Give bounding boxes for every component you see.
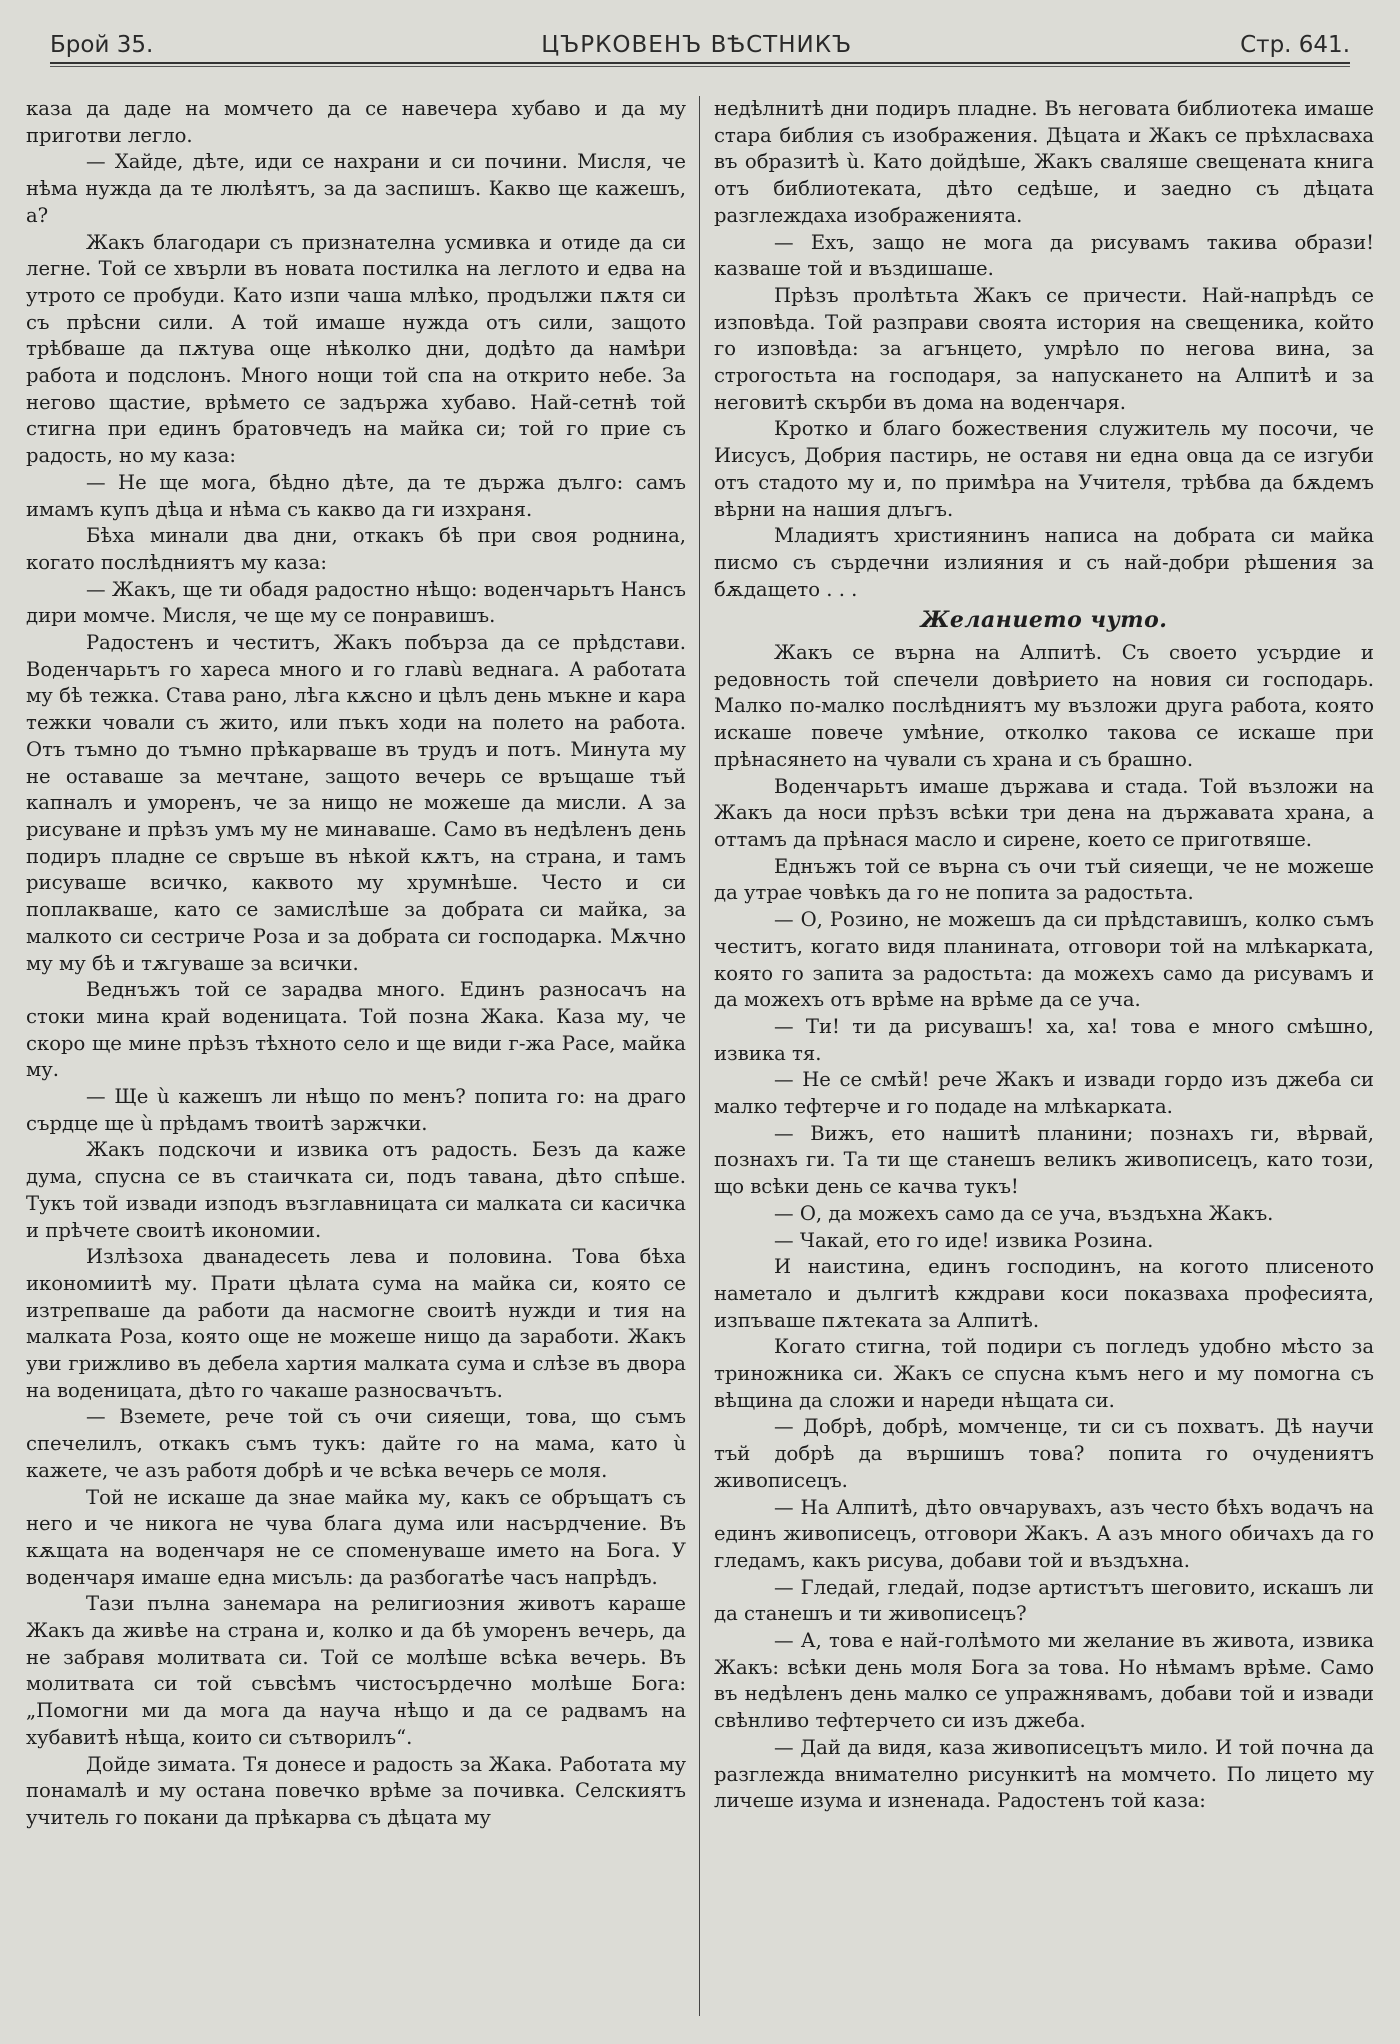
paragraph: — На Алпитѣ, дѣто овчарувахъ, азъ често бѣхъ водачъ на единъ живописецъ, отговори Жакъ. А азъ много обичахъ да го гледамъ, какъ рисува, добави той и въздъхна. bbox=[714, 1495, 1374, 1572]
paragraph: — Гледай, гледай, подзе артистътъ шеговито, искашъ ли да станешъ и ти живописецъ? bbox=[714, 1575, 1374, 1626]
paragraph: Жакъ подскочи и извика отъ радость. Безъ да каже дума, спусна се въ стаичката си, подъ тавана, дѣто спѣше. Тукъ той извади изподъ възглавницата си малката си касичка и прѣчете своитѣ икономии. bbox=[26, 1138, 686, 1242]
paragraph: — О, Розино, не можешъ да си прѣдставишъ, колко съмъ честитъ, когато видя планината, отговори той на млѣкарката, която го запита за радостьта: да можехъ само да рисувамъ и да можехъ отъ врѣме на врѣме да се уча. bbox=[714, 908, 1374, 1012]
paragraph: Излѣзоха дванадесеть лева и половина. Това бѣха икономиитѣ му. Прати цѣлата сума на майка си, която се изтрепваше да работи да насмогне своитѣ нужди и тия на малката Роза, която още не можеше нищо да заработи. Жакъ уви грижливо въ дебела хартия малката сума и слѣзе въ двора на воденицата, дѣто го чакаше разносвачътъ. bbox=[26, 1245, 686, 1402]
left-column bbox=[26, 96, 686, 1832]
paragraph: И наистина, единъ господинъ, на когото плисеното наметало и дългитѣ кждрави коси показваха професията, изпъваше пѫтеката за Алпитѣ. bbox=[714, 1255, 1374, 1332]
paragraph: Жакъ се върна на Алпитѣ. Съ своето усърдие и редовность той спечели довѣрието на новия си господарь. Малко по-малко послѣдниятъ му възложи друга работа, която искаше повече умѣние, отколко такова се искаше при прѣнасянето на чували съ храна и съ брашно. bbox=[714, 641, 1374, 771]
paragraph: — Чакай, ето го иде! извика Розина. bbox=[774, 1228, 1154, 1252]
paragraph: Когато стигна, той подири съ погледъ удобно мѣсто за триножника си. Жакъ се спусна къмъ него и му помогна съ вѣщина да сложи и нареди нѣщата си. bbox=[714, 1335, 1374, 1412]
paragraph: — Хайде, дѣте, иди се нахрани и си почини. Мисля, че нѣма нужда да те люлѣятъ, за да заспишъ. Какво ще кажешъ, а? bbox=[26, 150, 686, 227]
paragraph: Воденчарьтъ имаше държава и стада. Той възложи на Жакъ да носи прѣзъ всѣки три дена на държавата храна, а оттамъ да прѣнася масло и сирене, което се приготвяше. bbox=[714, 774, 1374, 851]
paragraph: — Дай да видя, каза живописецътъ мило. И той почна да разглежда внимателно рисункитѣ на момчето. По лицето му личеше изума и изненада. Радостенъ той каза: bbox=[714, 1735, 1374, 1813]
paragraph: — Вземете, рече той съ очи сияещи, това, що съмъ спечелилъ, откакъ съмъ тукъ: дайте го на мама, като ù кажете, че азъ работя добрѣ и че всѣка вечерь се моля. bbox=[26, 1405, 686, 1482]
issue-number: Брой 35. bbox=[50, 32, 154, 58]
paragraph: Прѣзъ пролѣтьта Жакъ се причести. Най-напрѣдъ се изповѣда. Той разправи своята история на свещеника, който го изповѣда: за агънцето, умрѣло по негова вина, за строгостьта на господаря, за напускането на Алпитѣ и за неговитѣ скърби въ дома на воденчаря. bbox=[714, 283, 1374, 414]
paragraph: — Ще ù кажешъ ли нѣщо по менъ? попита го: на драго сърдце ще ù прѣдамъ твоитѣ заржчки. bbox=[26, 1085, 686, 1135]
right-column-top bbox=[714, 96, 1374, 603]
paragraph: — Жакъ, ще ти обадя радостно нѣщо: воденчарьтъ Нансъ дири момче. Мисля, че ще му се понравишъ. bbox=[26, 577, 686, 628]
section-title: Желанието чуто. bbox=[920, 607, 1168, 634]
paragraph: Тази пълна занемара на религиозния животъ караше Жакъ да живѣе на страна и, колко и да бѣ уморенъ вечерь, да не забравя молитвата си. Той се молѣше всѣка вечерь. Въ молитвата си той съвсѣмъ чистосърдечно молѣше Бога: „Помогни ми да мога да науча нѣщо и да се радвамъ на хубавитѣ нѣща, които си сътворилъ“. bbox=[26, 1592, 686, 1749]
paragraph: Еднъжъ той се върна съ очи тъй сияещи, че не можеше да утрае човѣкъ да го не попита за радостьта. bbox=[714, 854, 1374, 905]
paragraph: — Добрѣ, добрѣ, момченце, ти си съ похватъ. Дѣ научи тъй добрѣ да вършишъ това? попита го очудениятъ живописецъ. bbox=[714, 1415, 1374, 1492]
paragraph: Бѣха минали два дни, откакъ бѣ при своя роднина, когато послѣдниятъ му каза: bbox=[26, 524, 686, 574]
paragraph: — Не се смѣй! рече Жакъ и извади гордо изъ джеба си малко тефтерче и го подаде на млѣкарката. bbox=[714, 1068, 1374, 1119]
paragraph: — Ехъ, защо не мога да рисувамъ такива образи! казваше той и въздишаше. bbox=[714, 230, 1374, 281]
paragraph: недѣлнитѣ дни подиръ пладне. Въ неговата библиотека имаше стара библия съ изображения. Дѣцата и Жакъ се прѣхласваха въ образитѣ ù. Като дойдѣше, Жакъ сваляше свещената книга отъ библиотеката, дѣто седѣше, и заедно съ дѣцата разглеждаха изображенията. bbox=[714, 97, 1374, 227]
paragraph: — Вижъ, ето нашитѣ планини; познахъ ги, вѣрвай, познахъ ги. Та ти ще станешъ великъ живописецъ, като този, що всѣки день се качва тукъ! bbox=[714, 1121, 1374, 1199]
right-column-bottom bbox=[714, 640, 1374, 1815]
paragraph: — Не ще мога, бѣдно дѣте, да те държа дълго: самъ имамъ купъ дѣца и нѣма съ какво да ги изхраня. bbox=[26, 470, 686, 521]
newspaper-title: ЦЪРКОВЕНЪ ВѢСТНИКЪ bbox=[541, 32, 853, 58]
paragraph: Дойде зимата. Тя донесе и радость за Жака. Работата му понамалѣ и му остана повечко врѣме за почивка. Селскиятъ учитель го покани да прѣкарва съ дѣцата му bbox=[26, 1752, 686, 1829]
paragraph: Радостенъ и честитъ, Жакъ побърза да се прѣдстави. Воденчарьтъ го хареса много и го главù веднага. А работата му бѣ тежка. Става рано, лѣга кѫсно и цѣлъ день мъкне и кара тежки човали съ жито, или пъкъ ходи на полето на работа. Отъ тъмно до тъмно прѣкарваше въ трудъ и потъ. Минута му не оставаше за мечтане, защото вечерь се връщаше тъй капналъ и уморенъ, че за нищо не можеше да мисли. А за рисуване и прѣзъ умъ му не минаваше. Само въ недѣленъ день подиръ пладне се свръше въ нѣкой кѫтъ, на страна, и тамъ рисуваше всичко, каквото му хрумнѣше. Често и си поплакваше, като се замислѣше за добрата си майка, за малкото си сестриче Роза и за добрата си господарка. Мѫчно му му бѣ и тѫгуваше за всички. bbox=[26, 631, 686, 975]
column-divider bbox=[699, 96, 700, 2016]
paragraph: Той не искаше да знае майка му, какъ се обръщатъ съ него и че никога не чува блага дума или насърдчение. Въ кѫщата на воденчаря не се споменуваше името на Бога. У воденчаря имаше една мисъль: да разбогатѣе часъ напрѣдъ. bbox=[26, 1485, 686, 1589]
paragraph: Жакъ благодари съ признателна усмивка и отиде да си легне. Той се хвърли въ новата постилка на леглото и едва на утрото се пробуди. Като изпи чаша млѣко, продължи пѫтя си съ прѣсни сили. А той имаше нужда отъ сили, защото трѣбваше да пѫтува още нѣколко дни, додѣто да намѣри работа и подслонъ. Много нощи той спа на открито небе. За негово щастие, врѣмето се задържа хубаво. Най-сетнѣ той стигна при единъ братовчедъ на майка си; той го прие съ радость, но му каза: bbox=[26, 230, 686, 468]
paragraph: Веднъжъ той се зарадва много. Единъ разносачъ на стоки мина край воденицата. Той позна Жака. Каза му, че скоро ще мине прѣзъ тѣхното село и ще види г-жа Расе, майка му. bbox=[26, 978, 686, 1082]
header-rule bbox=[50, 62, 1350, 64]
header-rule-thin bbox=[50, 66, 1350, 67]
page-header bbox=[50, 22, 1350, 58]
paragraph: Младиятъ християнинъ написа на добрата си майка писмо съ сърдечни излияния и съ най-добри рѣшения за бѫдащето . . . bbox=[714, 524, 1374, 601]
right-column bbox=[714, 96, 1374, 1815]
paragraph: — А, това е най-голѣмото ми желание въ живота, извика Жакъ: всѣки день моля Бога за това. Но нѣмамъ врѣме. Само въ недѣленъ день малко се упражнявамъ, добави той и извади свѣнливо тефтерчето си изъ джеба. bbox=[714, 1629, 1374, 1733]
page-number: Стр. 641. bbox=[1240, 32, 1350, 58]
paragraph: каза да даде на момчето да се навечера хубаво и да му приготви легло. bbox=[26, 97, 686, 147]
paragraph: — Ти! ти да рисувашъ! ха, ха! това е много смѣшно, извика тя. bbox=[714, 1014, 1374, 1065]
paragraph: — О, да можехъ само да се уча, въздъхна Жакъ. bbox=[774, 1201, 1274, 1225]
paragraph: Кротко и благо божествения служитель му посочи, че Иисусъ, Добрия пастирь, не оставя ни една овца да се изгуби отъ стадото му и, по примѣра на Учителя, трѣбва да бѫдемъ вѣрни на нашия длъгъ. bbox=[714, 417, 1374, 521]
